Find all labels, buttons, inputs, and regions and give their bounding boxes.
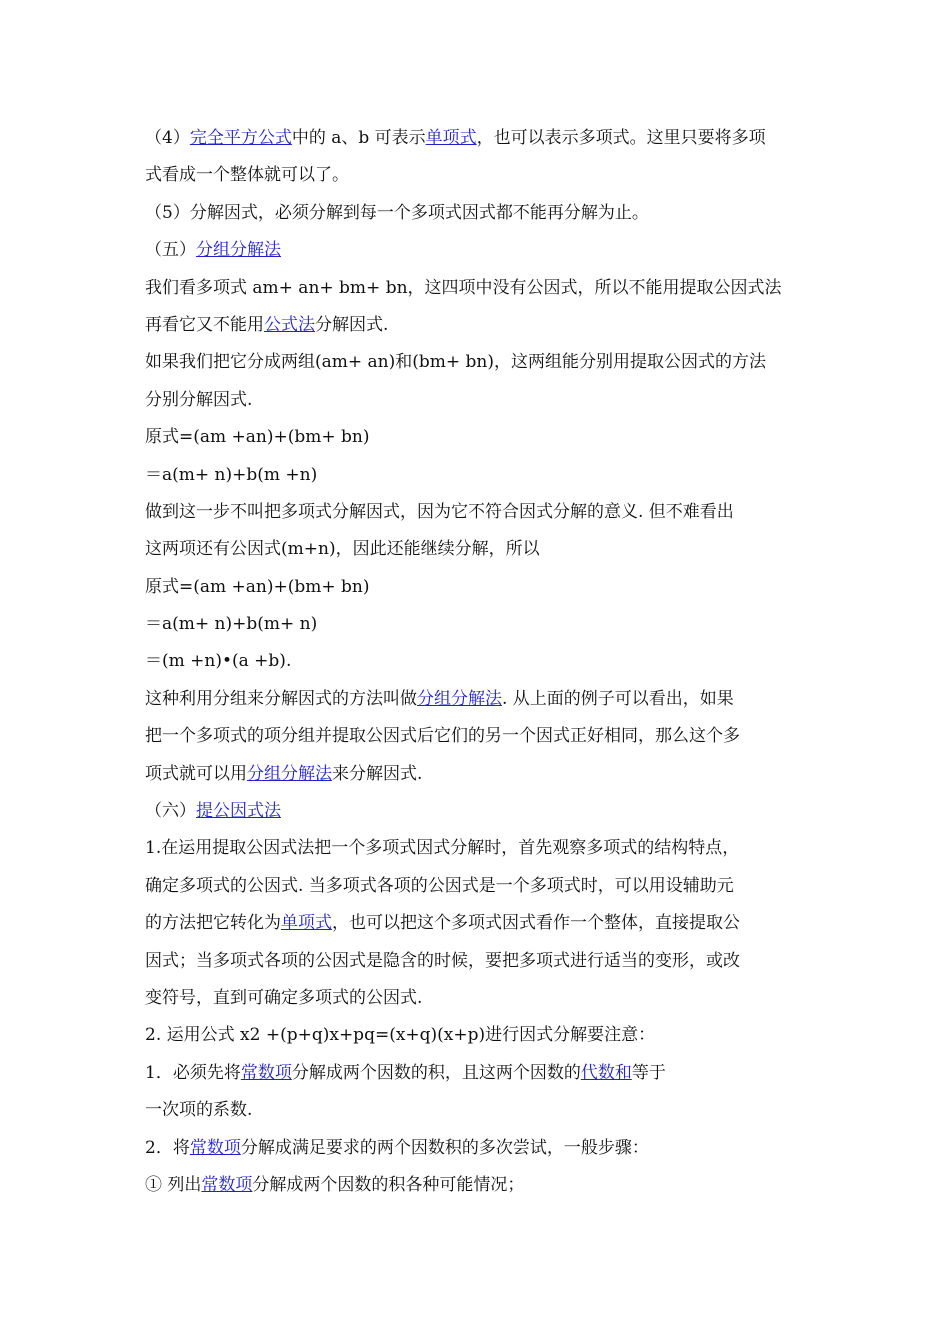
text-line — [145, 606, 810, 643]
text-span: 式看成一个整体就可以了。 — [145, 165, 349, 186]
text-span: 一次项的系数. — [145, 1100, 253, 1121]
text-span: 变符号，直到可确定多项式的公因式. — [145, 987, 423, 1008]
text-span: 2. 运用公式 x2 +(p+q)x+pq=(x+q)(x+p)进行因式分解要注意： — [145, 1025, 656, 1046]
text-span: 2．将 — [145, 1137, 190, 1158]
text-line — [145, 943, 810, 980]
hyperlink[interactable]: 提公因式法 — [196, 801, 281, 822]
text-span: 再看它又不能用 — [145, 314, 264, 335]
text-span: （4） — [145, 128, 190, 148]
text-line — [145, 718, 810, 755]
text-span: ＝(m +n)•(a +b). — [145, 651, 292, 672]
text-span: 这种利用分组来分解因式的方法叫做 — [145, 688, 417, 709]
hyperlink[interactable]: 完全平方公式 — [189, 128, 292, 148]
hyperlink[interactable]: 常数项 — [201, 1174, 253, 1195]
text-span: ，也可以表示多项式。这里只要将多项 — [476, 128, 766, 148]
document-page — [145, 120, 810, 1204]
hyperlink[interactable]: 代数和 — [580, 1062, 632, 1083]
text-line — [145, 195, 810, 232]
text-line — [145, 1092, 810, 1129]
text-span: （五） — [145, 240, 196, 261]
text-span: 的方法把它转化为 — [145, 913, 281, 934]
text-span: 把一个多项式的项分组并提取公因式后它们的另一个因式正好相同，那么这个多 — [145, 726, 740, 747]
hyperlink[interactable]: 单项式 — [281, 913, 332, 934]
text-line — [145, 830, 810, 867]
text-span: ＝a(m+ n)+b(m+ n) — [145, 614, 318, 635]
text-line — [145, 1130, 810, 1167]
text-span: （5）分解因式，必须分解到每一个多项式因式都不能再分解为止。 — [145, 202, 649, 223]
text-span: 如果我们把它分成两组(am+ an)和(bm+ bn)，这两组能分别用提取公因式的方法 — [145, 352, 766, 373]
text-line — [145, 494, 810, 531]
text-line — [145, 344, 810, 381]
text-line — [145, 569, 810, 606]
text-span: ，也可以把这个多项式因式看作一个整体，直接提取公 — [332, 913, 740, 934]
text-line — [145, 980, 810, 1017]
text-span: 做到这一步不叫把多项式分解因式，因为它不符合因式分解的意义. 但不难看出 — [145, 501, 734, 522]
text-span: 分解成满足要求的两个因数积的多次尝试，一般步骤： — [240, 1137, 649, 1158]
hyperlink[interactable]: 常数项 — [240, 1062, 292, 1083]
text-span: 等于 — [631, 1062, 666, 1083]
text-line — [145, 157, 810, 194]
hyperlink[interactable]: 分组分解法 — [417, 688, 502, 709]
text-span: 原式=(am +an)+(bm+ bn) — [145, 427, 370, 448]
text-line — [145, 793, 810, 830]
text-span: 我们看多项式 am+ an+ bm+ bn，这四项中没有公因式，所以不能用提取公因式法 — [145, 277, 782, 298]
hyperlink[interactable]: 常数项 — [189, 1137, 241, 1158]
text-span: 1．必须先将 — [145, 1062, 241, 1083]
text-span: 确定多项式的公因式. 当多项式各项的公因式是一个多项式时，可以用设辅助元 — [145, 875, 734, 896]
text-line — [145, 382, 810, 419]
text-line — [145, 1017, 810, 1054]
hyperlink[interactable]: 公式法 — [264, 314, 315, 335]
text-line — [145, 457, 810, 494]
hyperlink[interactable]: 分组分解法 — [196, 240, 281, 261]
text-line — [145, 232, 810, 269]
text-span: 分解因式. — [315, 314, 389, 335]
text-span: 因式；当多项式各项的公因式是隐含的时候，要把多项式进行适当的变形，或改 — [145, 950, 740, 971]
text-line — [145, 681, 810, 718]
text-span: （六） — [145, 801, 196, 822]
text-line — [145, 531, 810, 568]
hyperlink[interactable]: 单项式 — [425, 128, 477, 148]
text-line — [145, 756, 810, 793]
text-span: 中的 a、b 可表示 — [291, 128, 426, 148]
text-line — [145, 905, 810, 942]
text-span: . 从上面的例子可以看出，如果 — [502, 688, 734, 709]
text-line — [145, 120, 810, 157]
text-span: 分别分解因式. — [145, 389, 253, 410]
text-span: 分解成两个因数的积，且这两个因数的 — [291, 1062, 581, 1083]
text-span: 原式=(am +an)+(bm+ bn) — [145, 576, 370, 597]
text-line — [145, 419, 810, 456]
text-span: 1.在运用提取公因式法把一个多项式因式分解时，首先观察多项式的结构特点， — [145, 838, 740, 859]
text-span: ＝a(m+ n)+b(m +n) — [145, 464, 318, 485]
text-line — [145, 307, 810, 344]
text-line — [145, 643, 810, 680]
text-line — [145, 1055, 810, 1092]
text-span: 项式就可以用 — [145, 763, 247, 784]
text-line — [145, 1167, 810, 1204]
text-line — [145, 270, 810, 307]
text-line — [145, 868, 810, 905]
text-span: 来分解因式. — [332, 763, 423, 784]
text-span: 这两项还有公因式(m+n)，因此还能继续分解，所以 — [145, 539, 540, 560]
hyperlink[interactable]: 分组分解法 — [247, 763, 332, 784]
text-span: ① 列出 — [145, 1174, 202, 1195]
text-span: 分解成两个因数的积各种可能情况； — [252, 1174, 525, 1195]
